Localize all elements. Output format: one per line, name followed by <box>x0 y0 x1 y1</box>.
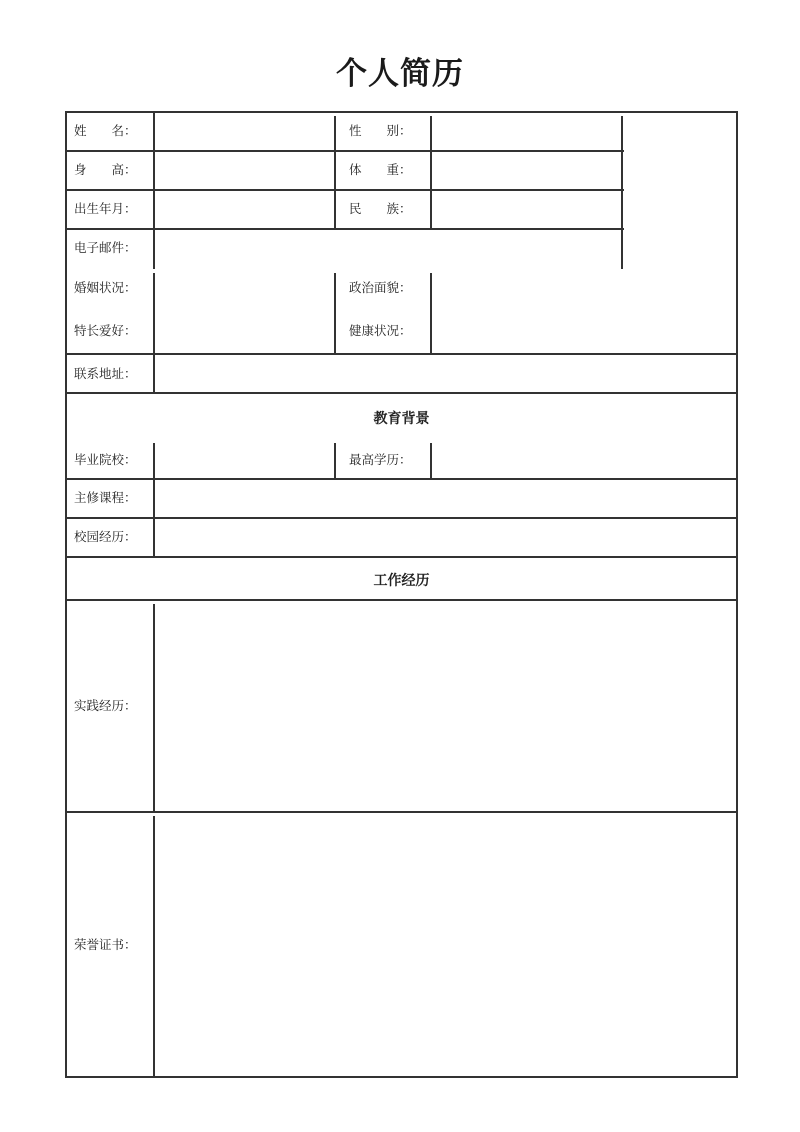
degree-field[interactable] <box>433 443 736 478</box>
address-field[interactable] <box>156 355 736 392</box>
political-label: 政治面貌： <box>349 280 412 295</box>
birth-label: 出生年月： <box>74 201 137 216</box>
col-divider <box>153 113 155 269</box>
email-field[interactable] <box>156 230 621 269</box>
health-label: 健康状况： <box>349 323 412 338</box>
ethnicity-label: 民 族： <box>349 201 412 216</box>
table-right-border <box>736 111 738 1078</box>
courses-field[interactable] <box>156 480 736 517</box>
political-field[interactable] <box>433 271 736 311</box>
table-left-border <box>65 111 67 1078</box>
name-field[interactable] <box>156 113 334 150</box>
gender-label: 性 别： <box>349 123 412 138</box>
gender-field[interactable] <box>433 113 621 150</box>
degree-label: 最高学历： <box>349 452 412 467</box>
ethnicity-field[interactable] <box>433 191 621 228</box>
birth-field[interactable] <box>156 191 334 228</box>
marital-label: 婚姻状况： <box>74 280 137 295</box>
weight-field[interactable] <box>433 152 621 189</box>
work-section-title: 工作经历 <box>373 573 430 589</box>
col-divider <box>334 116 336 229</box>
col-divider <box>153 816 155 1077</box>
practice-label: 实践经历： <box>74 698 137 713</box>
health-field[interactable] <box>433 312 736 353</box>
education-section-title: 教育背景 <box>373 411 430 427</box>
height-field[interactable] <box>156 152 334 189</box>
email-label: 电子邮件： <box>74 240 137 255</box>
col-divider <box>334 273 336 354</box>
honors-field[interactable] <box>156 813 736 1076</box>
marital-field[interactable] <box>156 271 334 311</box>
row-divider <box>65 556 738 558</box>
hobby-label: 特长爱好： <box>74 323 137 338</box>
campus-label: 校园经历： <box>74 529 137 544</box>
campus-field[interactable] <box>156 519 736 556</box>
col-divider <box>153 355 155 393</box>
table-bottom-border <box>65 1076 738 1078</box>
col-divider <box>153 604 155 812</box>
hobby-field[interactable] <box>156 312 334 353</box>
height-label: 身 高： <box>74 162 137 177</box>
col-divider <box>430 273 432 354</box>
honors-label: 荣誉证书： <box>74 937 137 952</box>
col-divider <box>334 443 336 479</box>
col-divider <box>430 443 432 479</box>
col-divider <box>153 480 155 557</box>
photo-area[interactable] <box>624 113 736 268</box>
school-label: 毕业院校： <box>74 452 137 467</box>
weight-label: 体 重： <box>349 162 412 177</box>
col-divider <box>153 443 155 479</box>
col-divider <box>430 116 432 229</box>
courses-label: 主修课程： <box>74 490 137 505</box>
address-label: 联系地址： <box>74 366 137 381</box>
col-divider <box>153 273 155 354</box>
practice-field[interactable] <box>156 601 736 811</box>
row-divider <box>65 392 738 394</box>
name-label: 姓 名： <box>74 123 137 138</box>
page-title: 个人简历 <box>336 56 464 92</box>
school-field[interactable] <box>156 443 334 478</box>
photo-column-border <box>621 116 623 269</box>
